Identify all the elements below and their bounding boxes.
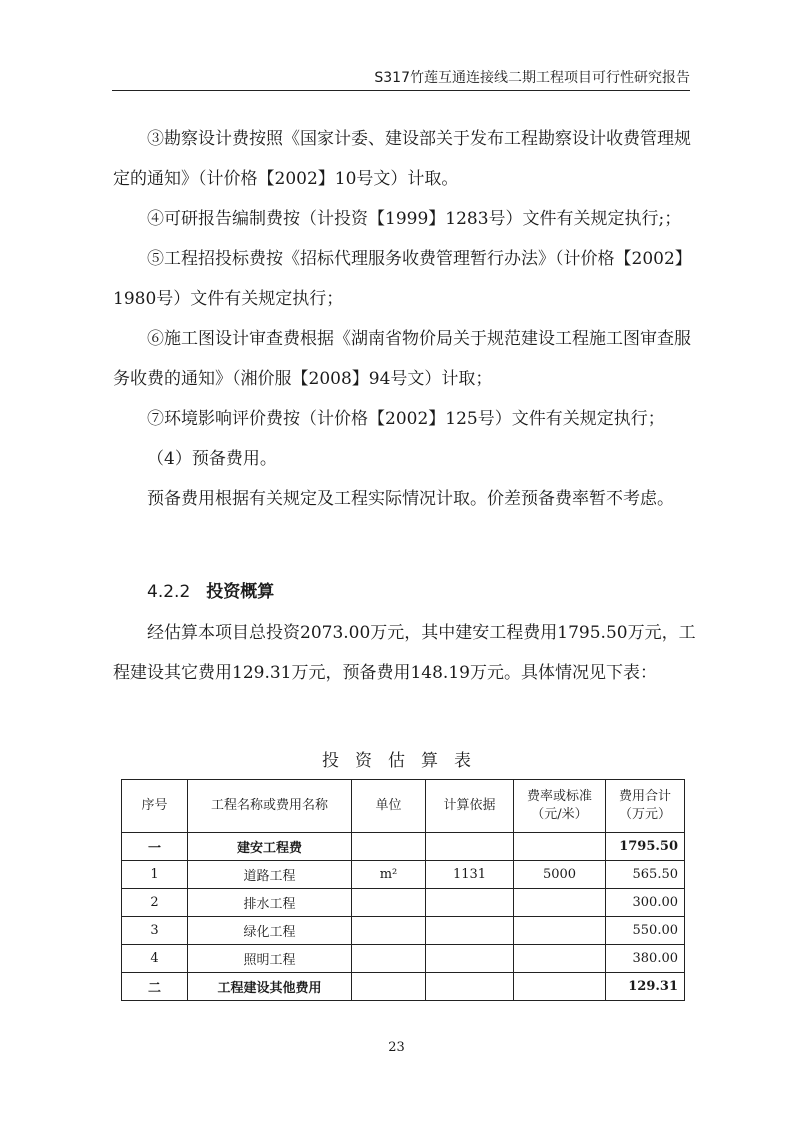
cell-rate <box>514 889 606 917</box>
cell-total: 565.50 <box>606 861 685 889</box>
cell-name: 道路工程 <box>188 861 352 889</box>
table-row <box>122 889 685 917</box>
cell-seq: 1 <box>122 861 188 889</box>
section-heading <box>147 576 274 608</box>
cell-basis <box>426 889 514 917</box>
running-header: S317竹莲互通连接线二期工程项目可行性研究报告 <box>112 66 690 91</box>
paragraph-bidding-fee: ⑤工程招投标费按《招标代理服务收费管理暂行办法》（计价格【2002】1980号）文件有关规定执行； <box>113 249 692 309</box>
cell-total: 380.00 <box>606 945 685 973</box>
cell-rate <box>514 973 606 1001</box>
paragraph-survey-fee: ③勘察设计费按照《国家计委、建设部关于发布工程勘察设计收费管理规定的通知》（计价格【2002】10号文）计取。 <box>113 129 691 189</box>
paragraph-reserve-heading: （4）预备费用。 <box>147 449 277 469</box>
section-title: 投资概算 <box>206 582 275 602</box>
header-rate <box>514 780 606 833</box>
cell-rate <box>514 833 606 861</box>
header-basis: 计算依据 <box>426 780 514 833</box>
cell-unit <box>352 833 426 861</box>
cell-unit: m² <box>352 861 426 889</box>
table-row <box>122 861 685 889</box>
cell-seq: 一 <box>122 833 188 861</box>
cell-basis <box>426 945 514 973</box>
header-rate-line1: 费率或标准 <box>526 789 592 804</box>
cell-total: 300.00 <box>606 889 685 917</box>
cell-unit <box>352 889 426 917</box>
table-title: 投资估算表 <box>322 751 487 771</box>
section-number: 4.2.2 <box>147 582 191 602</box>
table-row <box>122 917 685 945</box>
cell-seq: 4 <box>122 945 188 973</box>
header-name: 工程名称或费用名称 <box>188 780 352 833</box>
table-row <box>122 973 685 1001</box>
cell-seq: 2 <box>122 889 188 917</box>
cell-name: 照明工程 <box>188 945 352 973</box>
cell-basis <box>426 833 514 861</box>
cell-rate <box>514 917 606 945</box>
header-total-line2: （万元） <box>618 807 671 822</box>
cell-basis <box>426 917 514 945</box>
paragraph-review-fee: ⑥施工图设计审查费根据《湖南省物价局关于规范建设工程施工图审查服务收费的通知》（湘价服【2008】94号文）计取； <box>113 329 691 389</box>
header-unit: 单位 <box>352 780 426 833</box>
cell-total: 129.31 <box>606 973 685 1001</box>
table-row <box>122 945 685 973</box>
header-seq: 序号 <box>122 780 188 833</box>
cell-seq: 二 <box>122 973 188 1001</box>
investment-table <box>121 779 685 1001</box>
table-row <box>122 833 685 861</box>
cell-unit <box>352 917 426 945</box>
cell-basis <box>426 973 514 1001</box>
paragraph-feasibility-fee: ④可研报告编制费按（计投资【1999】1283号）文件有关规定执行;； <box>147 209 682 229</box>
header-total <box>606 780 685 833</box>
cell-rate: 5000 <box>514 861 606 889</box>
cell-rate <box>514 945 606 973</box>
paragraph-investment-summary: 经估算本项目总投资2073.00万元，其中建安工程费用1795.50万元，工程建设其它费用129.31万元，预备费用148.19万元。具体情况见下表： <box>113 623 696 683</box>
cell-name: 绿化工程 <box>188 917 352 945</box>
cell-total: 1795.50 <box>606 833 685 861</box>
paragraph-eia-fee: ⑦环境影响评价费按（计价格【2002】125号）文件有关规定执行； <box>147 409 665 429</box>
header-rate-line2: （元/米） <box>531 807 588 822</box>
header-total-line1: 费用合计 <box>618 789 671 804</box>
cell-total: 550.00 <box>606 917 685 945</box>
cell-seq: 3 <box>122 917 188 945</box>
table-header-row <box>122 780 685 833</box>
cell-basis: 1131 <box>426 861 514 889</box>
paragraph-reserve-text: 预备费用根据有关规定及工程实际情况计取。价差预备费率暂不考虑。 <box>147 489 674 509</box>
page-number: 23 <box>388 1040 405 1055</box>
cell-name: 工程建设其他费用 <box>188 973 352 1001</box>
cell-name: 建安工程费 <box>188 833 352 861</box>
cell-name: 排水工程 <box>188 889 352 917</box>
cell-unit <box>352 945 426 973</box>
cell-unit <box>352 973 426 1001</box>
